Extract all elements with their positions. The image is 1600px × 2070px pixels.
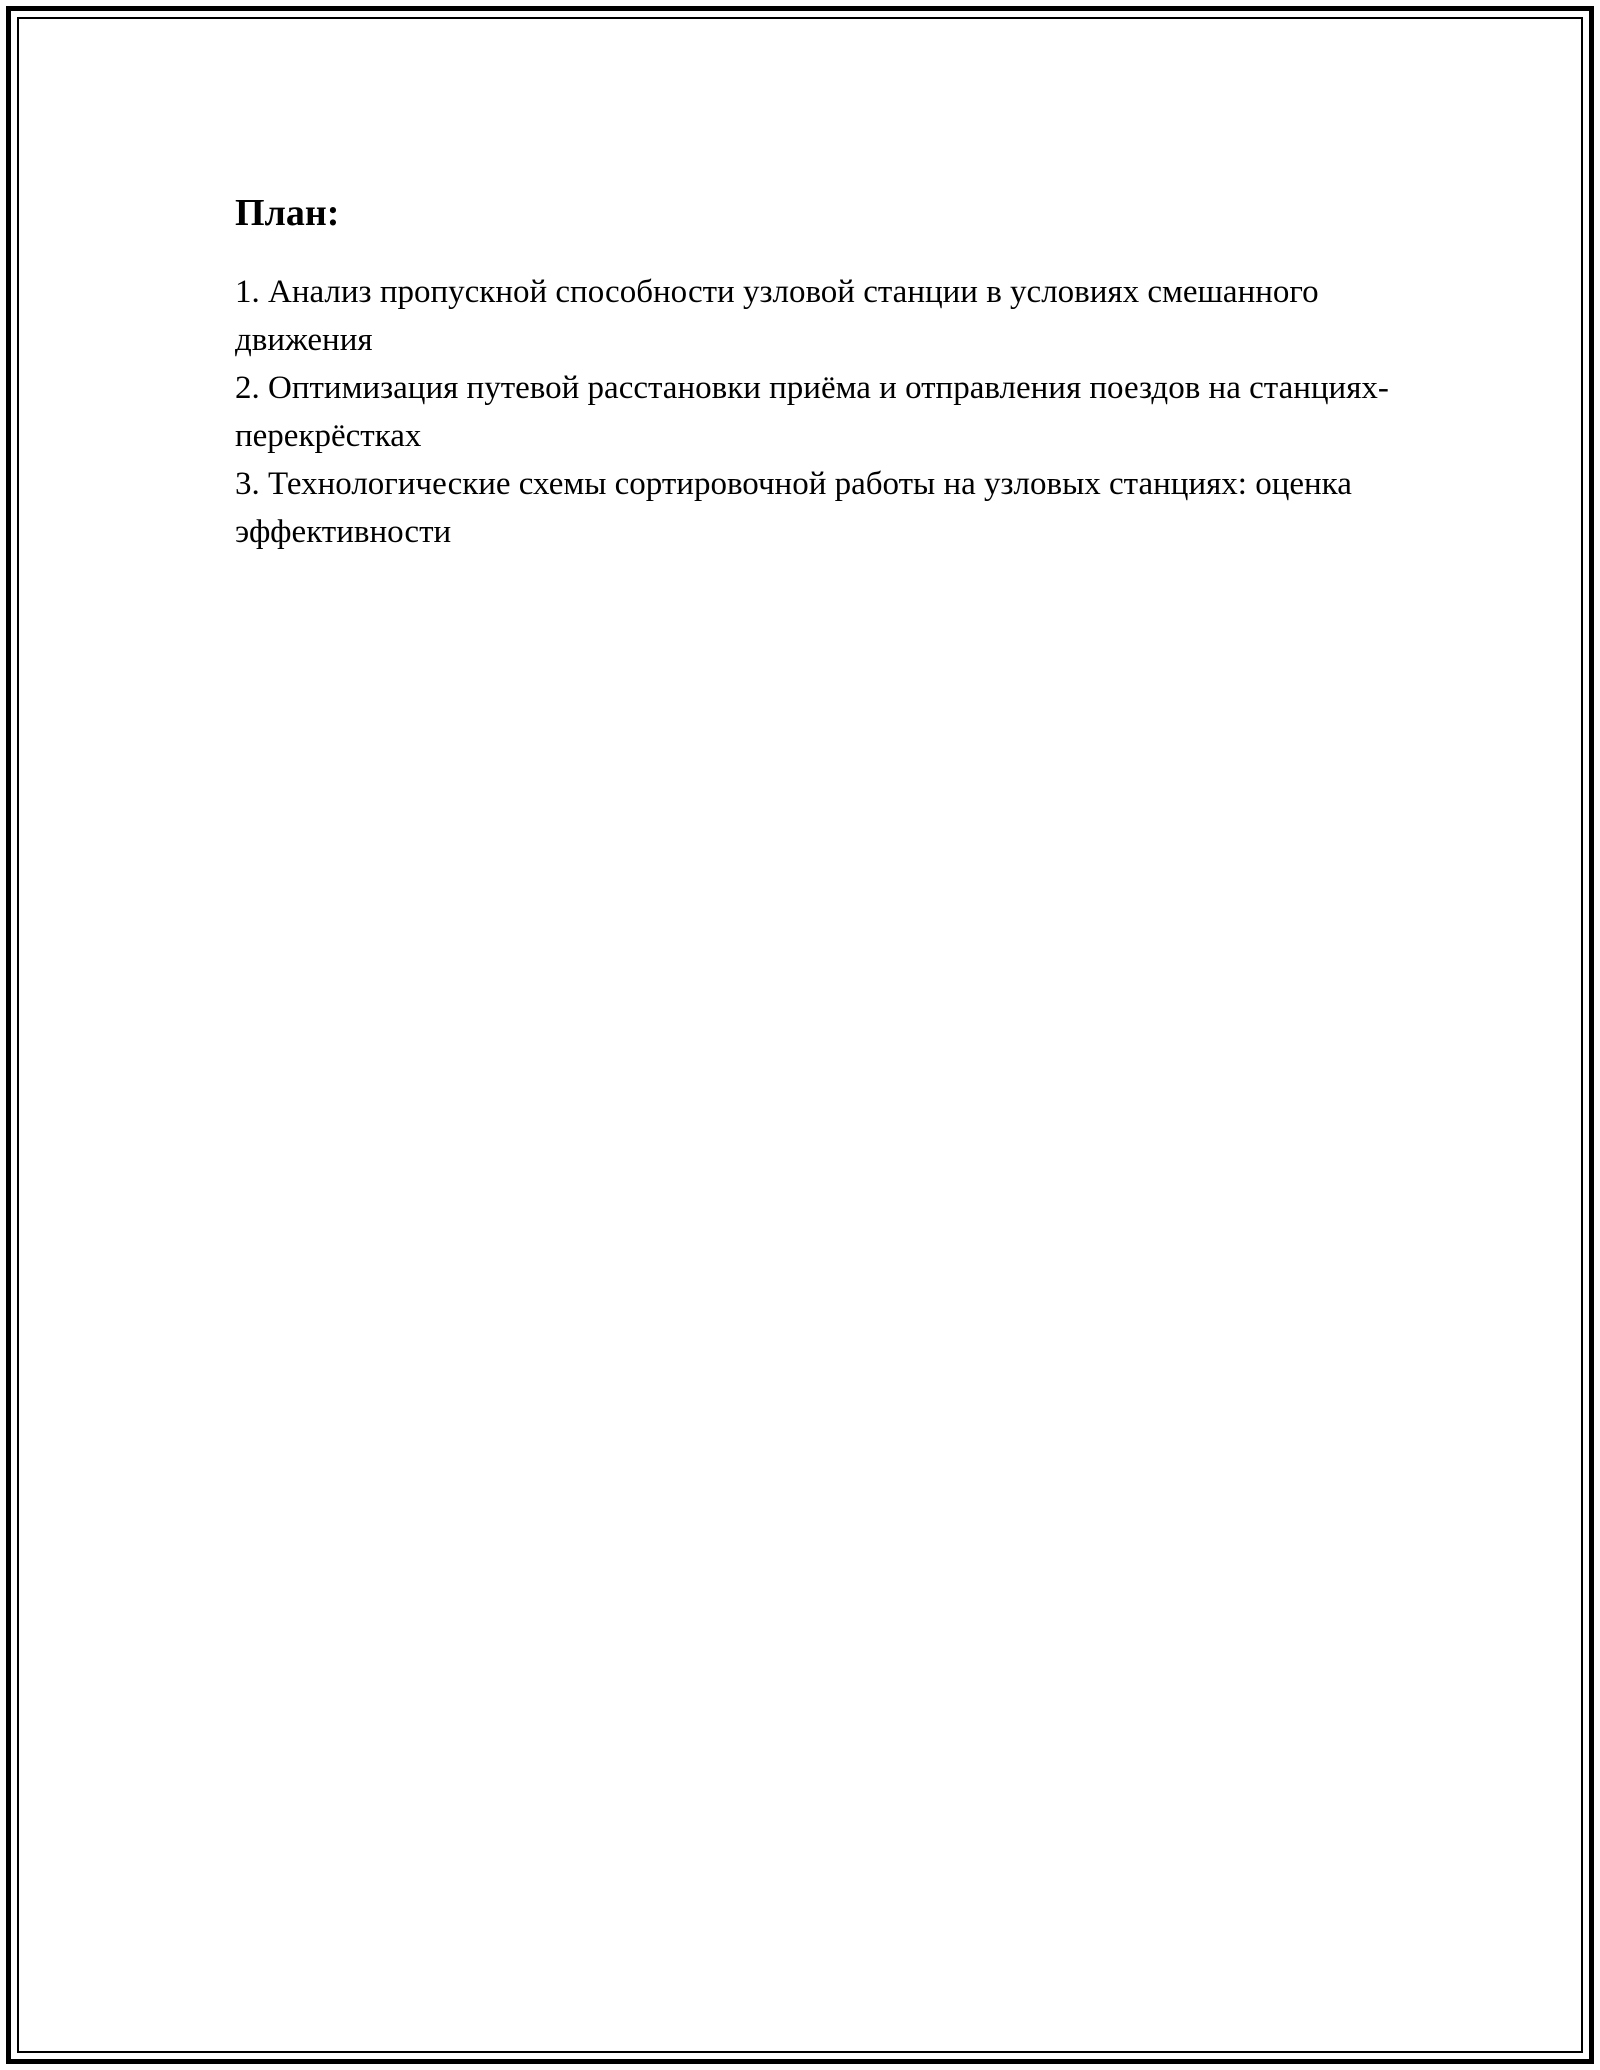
plan-item-2: 2. Оптимизация путевой расстановки приёма и отправления поездов на станциях-перекрёстках — [235, 370, 1389, 454]
plan-item-1: 1. Анализ пропускной способности узловой станции в условиях смешанного движения — [235, 274, 1319, 358]
document-body — [235, 188, 1415, 556]
plan-item-3: 3. Технологические схемы сортировочной работы на узловых станциях: оценка эффективности — [235, 466, 1352, 550]
plan-list — [235, 268, 1415, 556]
page-title: План: — [235, 192, 340, 234]
